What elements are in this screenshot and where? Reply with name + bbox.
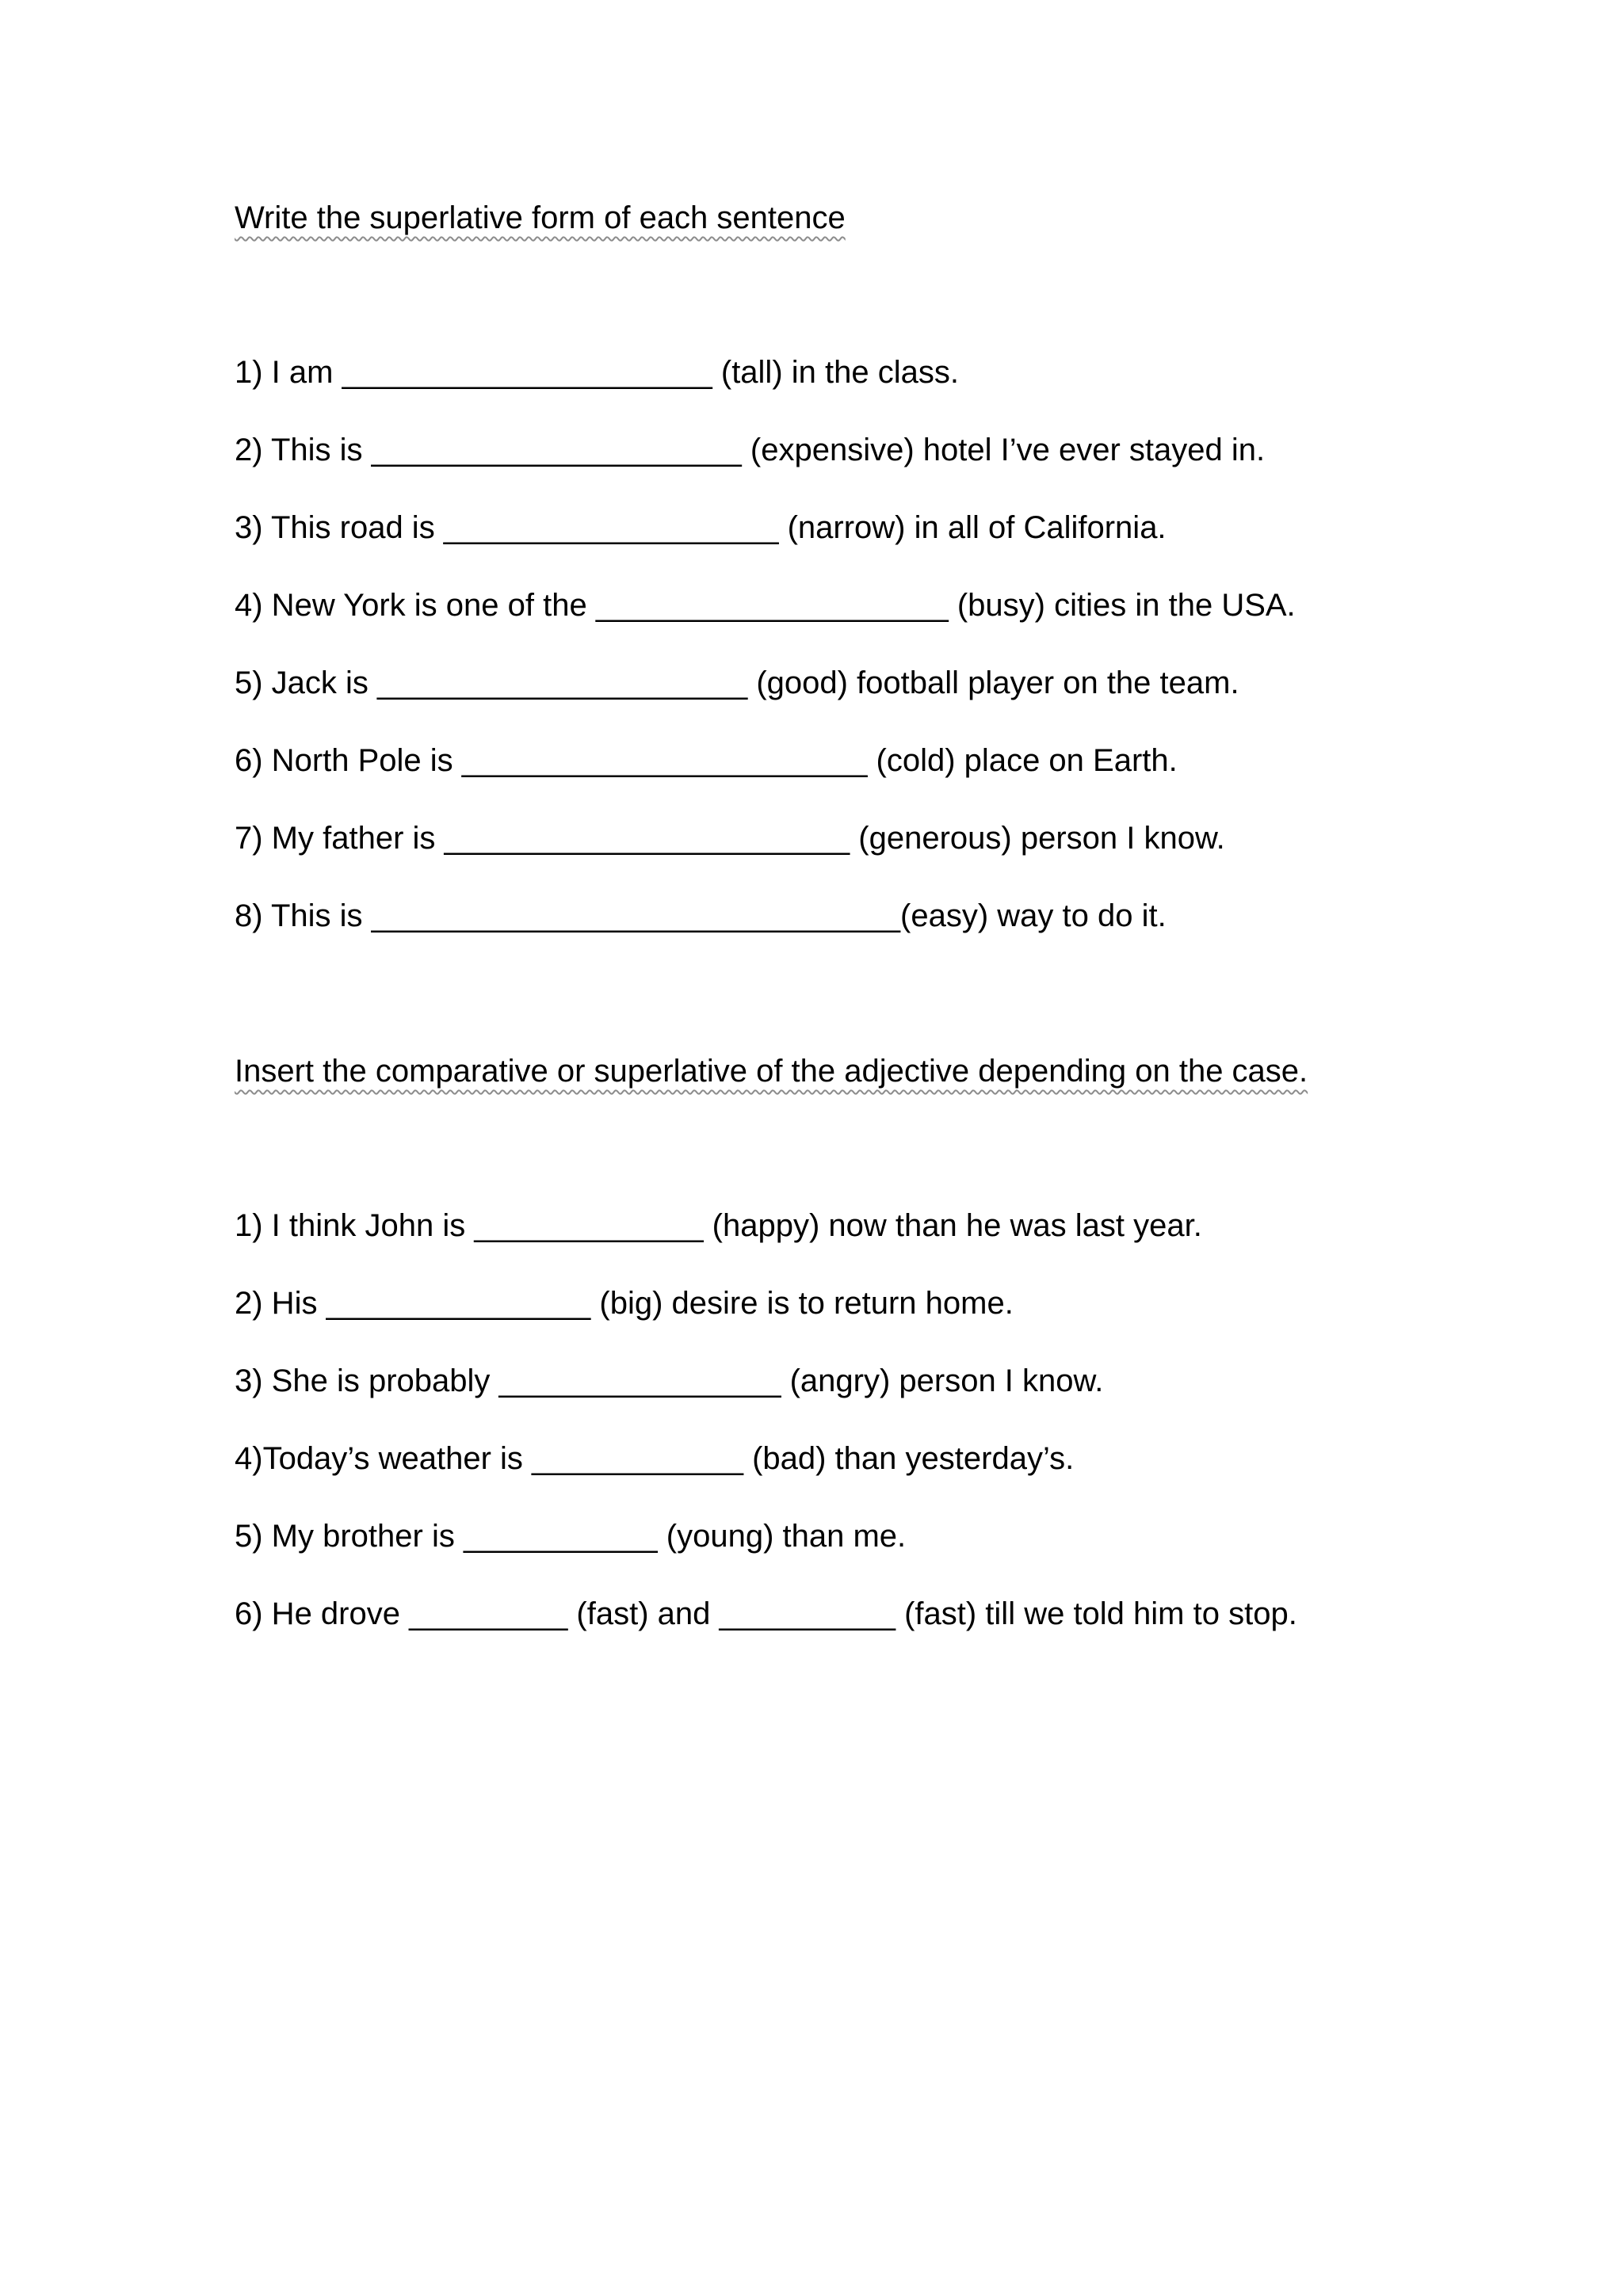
section2-item-5: 5) My brother is ___________ (young) than me. [235,1519,907,1554]
section1-item-3: 3) This road is ___________________ (narrow) in all of California. [235,510,1167,545]
section1-item-1: 1) I am _____________________ (tall) in the class. [235,355,959,390]
section2-item-3: 3) She is probably ________________ (angry) person I know. [235,1363,1104,1398]
section2-item-6: 6) He drove _________ (fast) and __________ (fast) till we told him to stop. [235,1596,1297,1631]
section1-item-8: 8) This is ______________________________(easy) way to do it. [235,898,1167,933]
section2-heading: Insert the comparative or superlative of the adjective depending on the case. [235,1054,1308,1089]
section2-item-4: 4)Today’s weather is ____________ (bad) than yesterday’s. [235,1441,1075,1476]
section1-item-4: 4) New York is one of the ____________________ (busy) cities in the USA. [235,588,1296,623]
section1-item-5: 5) Jack is _____________________ (good) football player on the team. [235,666,1239,700]
section1-item-7: 7) My father is _______________________ (generous) person I know. [235,821,1225,856]
section2-item-2: 2) His _______________ (big) desire is to return home. [235,1286,1014,1321]
section2-item-1: 1) I think John is _____________ (happy) now than he was last year. [235,1208,1202,1243]
section1-item-2: 2) This is _____________________ (expensive) hotel I’ve ever stayed in. [235,433,1266,467]
section1-item-6: 6) North Pole is _______________________ (cold) place on Earth. [235,743,1178,778]
section1-heading: Write the superlative form of each sentence [235,200,846,235]
